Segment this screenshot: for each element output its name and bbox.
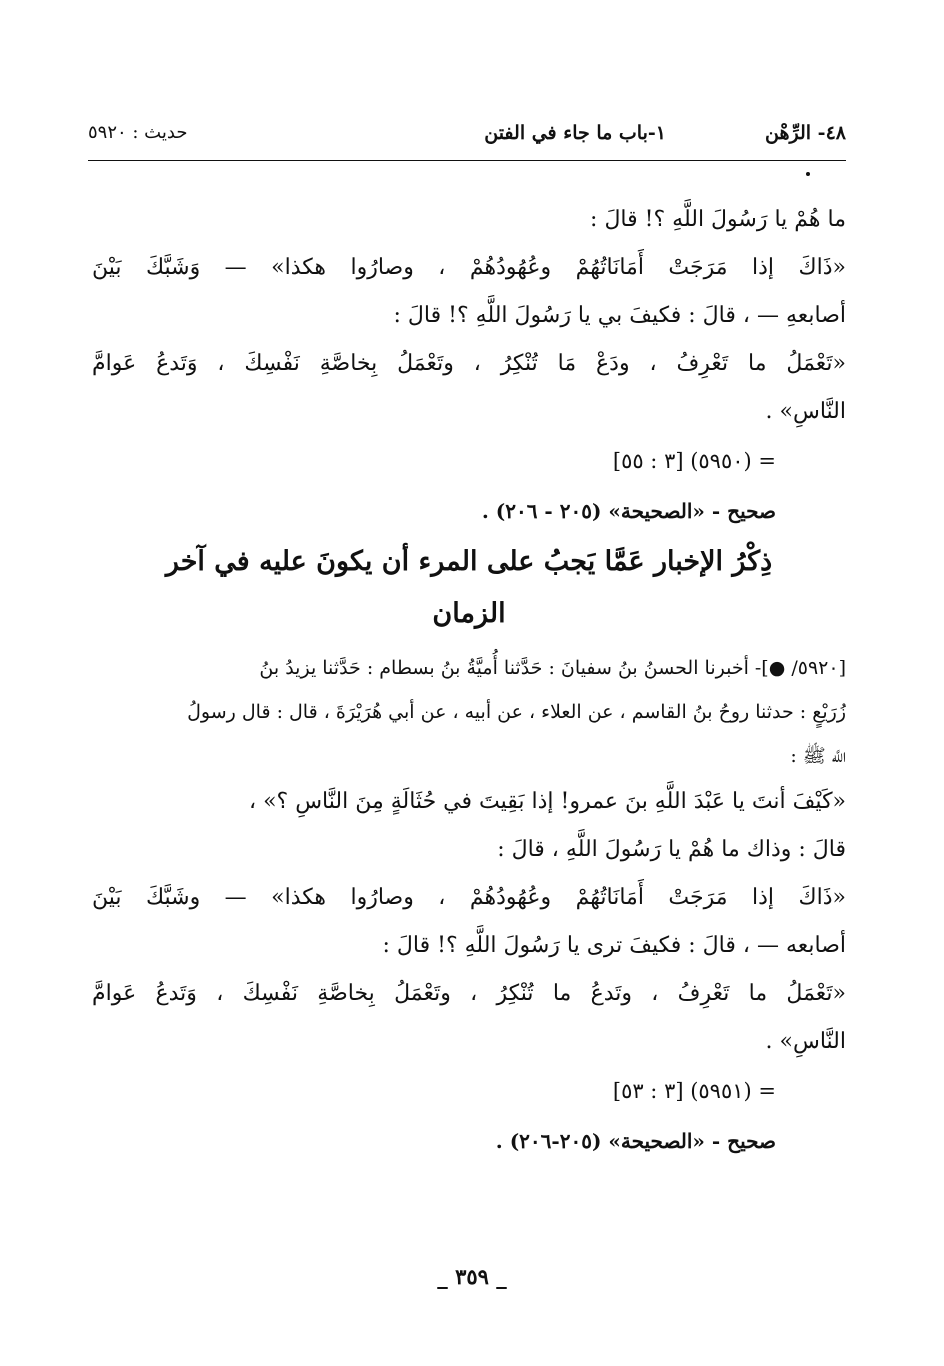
text-line: «ذَاكَ إذا مَرَجَتْ أَمَانَاتُهُمْ وعُهُودُهُمْ ، وصارُوا هكذا» — وشَبَّكَ بَيْنَ	[92, 885, 846, 910]
isnad-line: [٥٩٢٠/ ●]- أخبرنا الحسنُ بنُ سفيانَ : حَدَّثنا أُميَّةُ بنُ بسطام : حَدَّثنا يزيدُ بنُ	[259, 657, 846, 679]
text-line: «ذَاكَ إذا مَرَجَتْ أَمَانَاتُهُمْ وعُهُودُهُمْ ، وصارُوا هكذا» — وَشَبَّكَ بَيْنَ	[92, 255, 846, 280]
text-line: أصابعه — ، قالَ : فكيفَ ترى يا رَسُولَ اللَّهِ ؟! قالَ :	[382, 933, 846, 958]
section-title: ١-باب ما جاء في الفتن	[484, 122, 666, 144]
chapter-heading: الزمان	[432, 598, 506, 629]
isnad-line: زُرَيْعٍ : حدثنا روحُ بنُ القاسم ، عن العلاء ، عن أبيه ، عن أبي هُرَيْرَةَ ، قال : قال رسولُ	[187, 701, 846, 723]
chapter-heading: ذِكْرُ الإخبار عَمَّا يَجبُ على المرء أن يكونَ عليه في آخر	[165, 546, 773, 577]
hadith-grade: صحيح - «الصحيحة» (٢٠٥-٢٠٦) .	[495, 1129, 776, 1153]
page-header	[88, 118, 846, 158]
cross-reference: = (٥٩٥٠) [٣ : ٥٥]	[612, 449, 776, 473]
text-line: قالَ : وذاك ما هُمْ يا رَسُولَ اللَّهِ ، قالَ :	[497, 837, 846, 862]
text-line: النَّاسِ» .	[765, 1029, 846, 1054]
ornament-dot	[806, 172, 810, 176]
page-number: _ ٣٥٩ _	[437, 1264, 507, 1289]
text-line: «تَعْمَلُ ما تَعْرِفُ ، وتَدعُ ما تُنْكِرُ ، وتَعْمَلُ بِخاصَّةِ نَفْسِكَ ، وَتَدعُ عَوامَّ	[92, 981, 846, 1006]
text-line: النَّاسِ» .	[765, 399, 846, 424]
isnad-line: اللَّه ﷺ :	[790, 745, 846, 767]
hadith-grade: صحيح - «الصحيحة» (٢٠٥ - ٢٠٦) .	[481, 499, 776, 523]
cross-reference: = (٥٩٥١) [٣ : ٥٣]	[612, 1079, 776, 1103]
header-divider	[88, 160, 846, 161]
text-line: «تَعْمَلُ ما تَعْرِفُ ، ودَعْ مَا تُنْكِرُ ، وتَعْمَلُ بِخاصَّةِ نَفْسِكَ ، وَتَدعُ عَوامَّ	[92, 351, 846, 376]
text-line: أصابعهِ — ، قالَ : فكيفَ بي يا رَسُولَ اللَّهِ ؟! قالَ :	[393, 303, 846, 328]
hadith-number: حديث : ٥٩٢٠	[88, 122, 188, 143]
chapter-title: ٤٨- الرِّهْن	[765, 122, 846, 144]
text-line: ما هُمْ يا رَسُولَ اللَّهِ ؟! قالَ :	[590, 207, 846, 232]
text-line: «كَيْفَ أنتَ يا عَبْدَ اللَّهِ بنَ عمرو! إذا بَقِيتَ في حُثَالَةٍ مِنَ النَّاسِ ؟» ،	[248, 789, 846, 814]
page-body	[92, 196, 846, 1166]
